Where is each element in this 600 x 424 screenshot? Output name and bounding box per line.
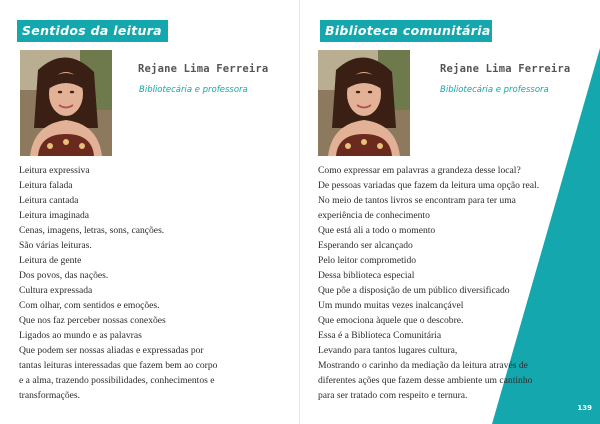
poem-line: Um mundo muitas vezes inalcançável bbox=[318, 300, 464, 311]
poem-line: tantas leituras interessadas que fazem bem ao corpo bbox=[19, 360, 218, 371]
poem-line: Leitura imaginada bbox=[19, 210, 90, 221]
poem-text bbox=[19, 163, 279, 403]
page-number: 139 bbox=[577, 404, 592, 412]
poem-line: Pelo leitor comprometido bbox=[318, 255, 417, 266]
poem-line: Levando para tantos lugares cultura, bbox=[318, 345, 458, 356]
poem-line: Dessa biblioteca especial bbox=[318, 270, 415, 281]
poem-line: Que podem ser nossas aliadas e expressadas por bbox=[19, 345, 204, 356]
poem-line: transformações. bbox=[19, 390, 81, 401]
poem-line: Que nos faz perceber nossas conexões bbox=[19, 315, 166, 326]
poem-line: São várias leituras. bbox=[19, 240, 92, 251]
poem-line: Cenas, imagens, letras, sons, canções. bbox=[19, 225, 165, 236]
poem-line: Que está ali a todo o momento bbox=[318, 225, 436, 236]
poem-line: Leitura expressiva bbox=[19, 165, 90, 176]
poem-line: Dos povos, das nações. bbox=[19, 270, 109, 281]
author-portrait-image bbox=[318, 50, 410, 156]
right-page bbox=[300, 0, 600, 424]
poem-line: experiência de conhecimento bbox=[318, 210, 430, 221]
poem-line: De pessoas variadas que fazem da leitura uma opção real. bbox=[318, 180, 540, 191]
poem-line: Leitura de gente bbox=[19, 255, 82, 266]
author-name: Rejane Lima Ferreira bbox=[440, 63, 571, 75]
author-portrait-image bbox=[20, 50, 112, 156]
poem-text bbox=[318, 163, 578, 403]
poem-line: e a alma, trazendo possibilidades, conhecimentos e bbox=[19, 375, 215, 386]
author-photo bbox=[318, 50, 410, 156]
poem-line: para ser tratado com respeito e ternura. bbox=[318, 390, 468, 401]
author-photo bbox=[20, 50, 112, 156]
poem-line: Esperando ser alcançado bbox=[318, 240, 413, 251]
poem-line: Que põe a disposição de um público diversificado bbox=[318, 285, 510, 296]
section-tag: Biblioteca comunitária bbox=[320, 20, 492, 42]
poem-line: Ligados ao mundo e as palavras bbox=[19, 330, 142, 341]
author-name: Rejane Lima Ferreira bbox=[138, 63, 269, 75]
poem-line: diferentes ações que fazem desse ambiente um cantinho bbox=[318, 375, 533, 386]
author-role: Bibliotecária e professora bbox=[440, 85, 549, 95]
author-role: Bibliotecária e professora bbox=[139, 85, 248, 95]
poem-line: No meio de tantos livros se encontram para ter uma bbox=[318, 195, 516, 206]
poem-line: Essa é a Biblioteca Comunitária bbox=[318, 330, 442, 341]
poem-line: Como expressar em palavras a grandeza desse local? bbox=[318, 165, 521, 176]
poem-line: Leitura cantada bbox=[19, 195, 79, 206]
poem-line: Mostrando o carinho da mediação da leitura através de bbox=[318, 360, 528, 371]
section-tag: Sentidos da leitura bbox=[17, 20, 168, 42]
poem-line: Cultura expressada bbox=[19, 285, 93, 296]
poem-line: Que emociona àquele que o descobre. bbox=[318, 315, 464, 326]
poem-line: Leitura falada bbox=[19, 180, 73, 191]
poem-line: Com olhar, com sentidos e emoções. bbox=[19, 300, 160, 311]
